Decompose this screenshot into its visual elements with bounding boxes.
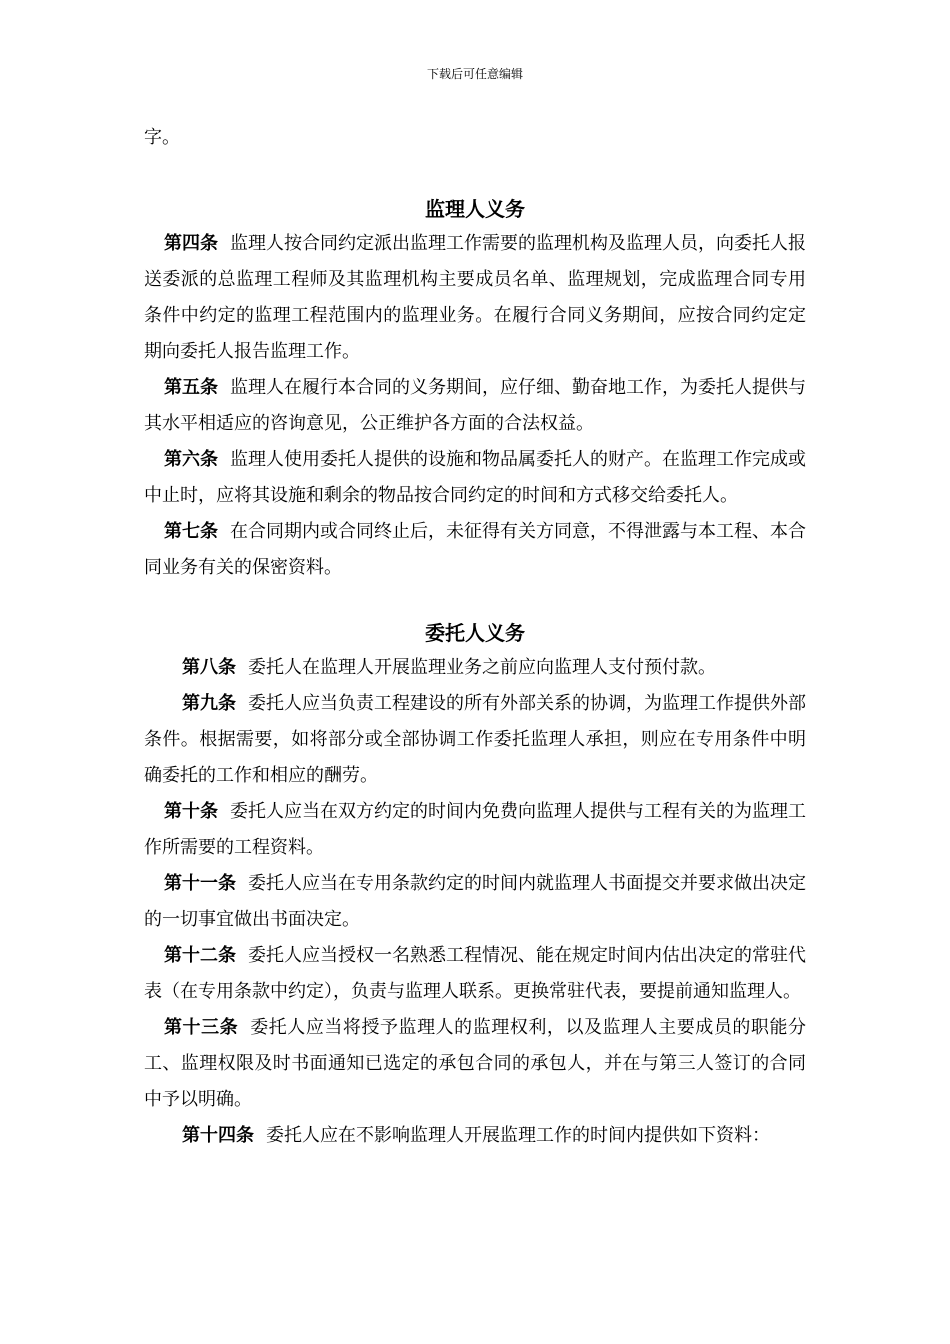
article-number: 第九条 <box>182 693 236 714</box>
article-text: 监理人使用委托人提供的设施和物品属委托人的财产。在监理工作完成或中止时，应将其设施和剩余的物品按合同约定的时间和方式移交给委托人。 <box>144 449 806 506</box>
section-title: 监理人义务 <box>425 197 525 221</box>
article-text: 监理人按合同约定派出监理工作需要的监理机构及监理人员，向委托人报送委派的总监理工程师及其监理机构主要成员名单、监理规划，完成监理合同专用条件中约定的监理工程范围内的监理业务。在履行合同义务期间，应按合同约定定期向委托人报告监理工作。 <box>144 233 806 362</box>
article-number: 第五条 <box>164 377 218 398</box>
article-number: 第十一条 <box>164 873 236 894</box>
article-text: 委托人应当在双方约定的时间内免费向监理人提供与工程有关的为监理工作所需要的工程资料。 <box>144 801 806 858</box>
document-body <box>144 120 806 1154</box>
article-number: 第十三条 <box>164 1017 239 1038</box>
lead-in-text: 字。 <box>144 127 180 148</box>
article-number: 第十四条 <box>182 1125 254 1146</box>
article-paragraph <box>144 866 806 938</box>
article-number: 第十二条 <box>164 945 236 966</box>
article-text: 监理人在履行本合同的义务期间，应仔细、勤奋地工作，为委托人提供与其水平相适应的咨询意见，公正维护各方面的合法权益。 <box>144 377 806 434</box>
article-text: 委托人应当负责工程建设的所有外部关系的协调，为监理工作提供外部条件。根据需要，如将部分或全部协调工作委托监理人承担，则应在专用条件中明确委托的工作和相应的酬劳。 <box>144 693 806 786</box>
article-text: 委托人应当将授予监理人的监理权利，以及监理人主要成员的职能分工、监理权限及时书面通知已选定的承包合同的承包人，并在与第三人签订的合同中予以明确。 <box>144 1017 807 1110</box>
article-paragraph <box>144 442 806 514</box>
article-paragraph <box>144 1010 806 1118</box>
article-text: 委托人在监理人开展监理业务之前应向监理人支付预付款。 <box>248 657 716 678</box>
article-paragraph <box>144 686 806 794</box>
article-number: 第八条 <box>182 657 236 678</box>
article-paragraph <box>144 650 806 686</box>
section-supervisor-obligations <box>144 192 806 586</box>
article-number: 第七条 <box>164 521 218 542</box>
article-number: 第十条 <box>164 801 218 822</box>
article-text: 在合同期内或合同终止后，未征得有关方同意，不得泄露与本工程、本合同业务有关的保密资料。 <box>144 521 806 578</box>
header-note: 下载后可任意编辑 <box>426 67 523 81</box>
article-text: 委托人应当在专用条款约定的时间内就监理人书面提交并要求做出决定的一切事宜做出书面决定。 <box>144 873 806 930</box>
article-paragraph <box>144 226 806 370</box>
article-number: 第六条 <box>164 449 218 470</box>
article-paragraph <box>144 1118 806 1154</box>
section-title: 委托人义务 <box>425 621 525 645</box>
article-paragraph <box>144 514 806 586</box>
article-text: 委托人应当授权一名熟悉工程情况、能在规定时间内估出决定的常驻代表（在专用条款中约定），负责与监理人联系。更换常驻代表，要提前通知监理人。 <box>144 945 806 1002</box>
article-paragraph <box>144 794 806 866</box>
article-text: 委托人应在不影响监理人开展监理工作的时间内提供如下资料： <box>266 1125 770 1146</box>
article-number: 第四条 <box>164 233 218 254</box>
article-paragraph <box>144 370 806 442</box>
article-paragraph <box>144 938 806 1010</box>
section-client-obligations <box>144 616 806 1154</box>
